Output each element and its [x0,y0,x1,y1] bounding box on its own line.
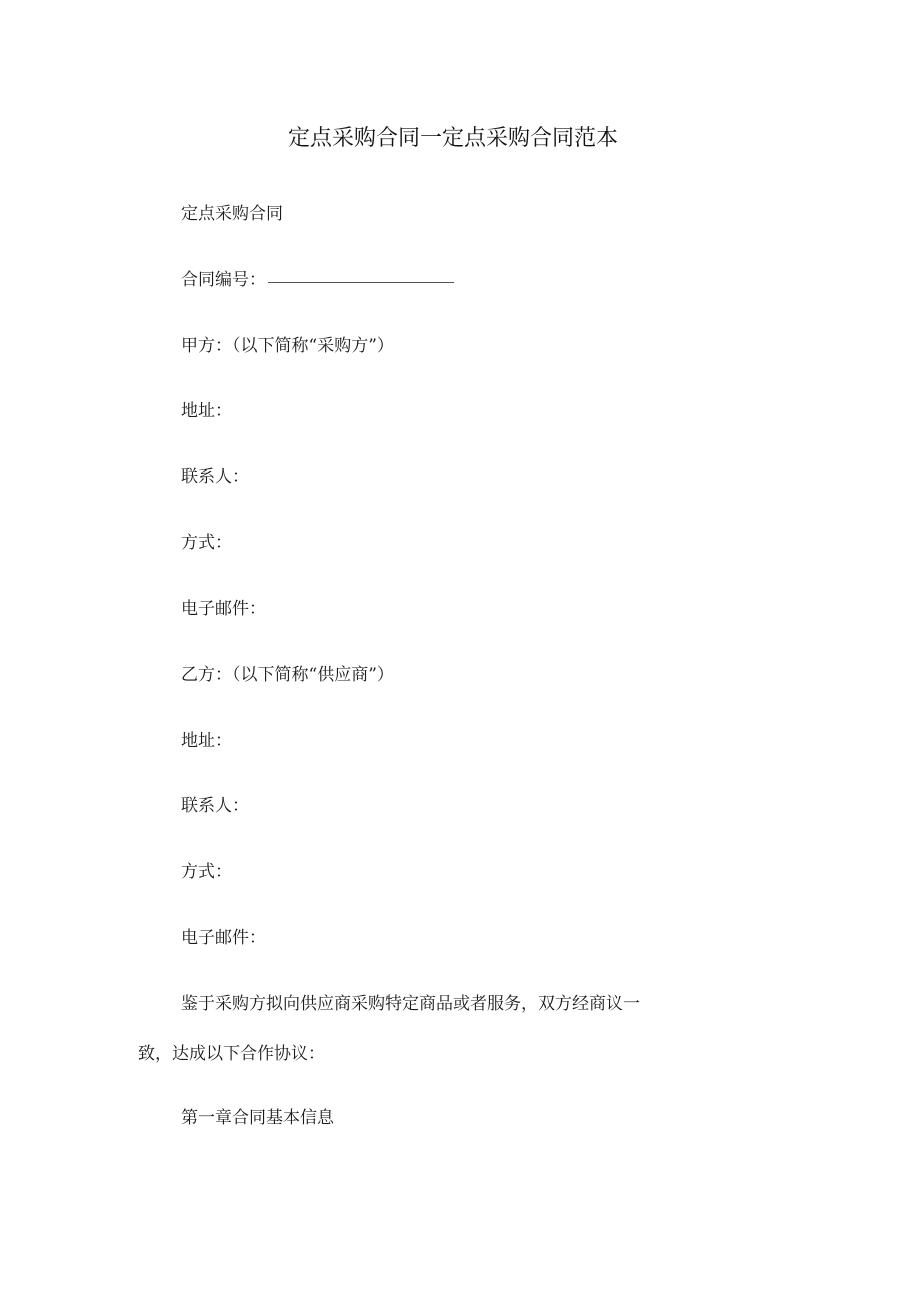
party-b-heading: 乙方：（以下简称“供应商”） [181,665,394,685]
party-b-method: 方式： [181,862,232,882]
chapter-heading: 第一章合同基本信息 [181,1108,334,1128]
party-a-method: 方式： [181,533,232,553]
agreement-paragraph-line-1: 鉴于采购方拟向供应商采购特定商品或者服务，双方经商议一 [181,994,640,1014]
contract-number-line [181,267,454,293]
contract-number-blank [268,281,454,283]
party-a-heading: 甲方：（以下简称“采购方”） [181,336,394,356]
party-b-contact: 联系人： [181,796,249,816]
party-a-contact: 联系人： [181,467,249,487]
party-b-email: 电子邮件： [181,928,266,948]
party-b-address: 地址： [181,731,232,751]
document-title: 定点采购合同一定点采购合同范本 [287,126,618,151]
contract-number-label: 合同编号： [181,270,266,290]
party-a-email: 电子邮件： [181,599,266,619]
contract-heading: 定点采购合同 [181,204,283,224]
party-a-address: 地址： [181,401,232,421]
agreement-paragraph-line-2: 致，达成以下合作协议： [138,1044,325,1064]
